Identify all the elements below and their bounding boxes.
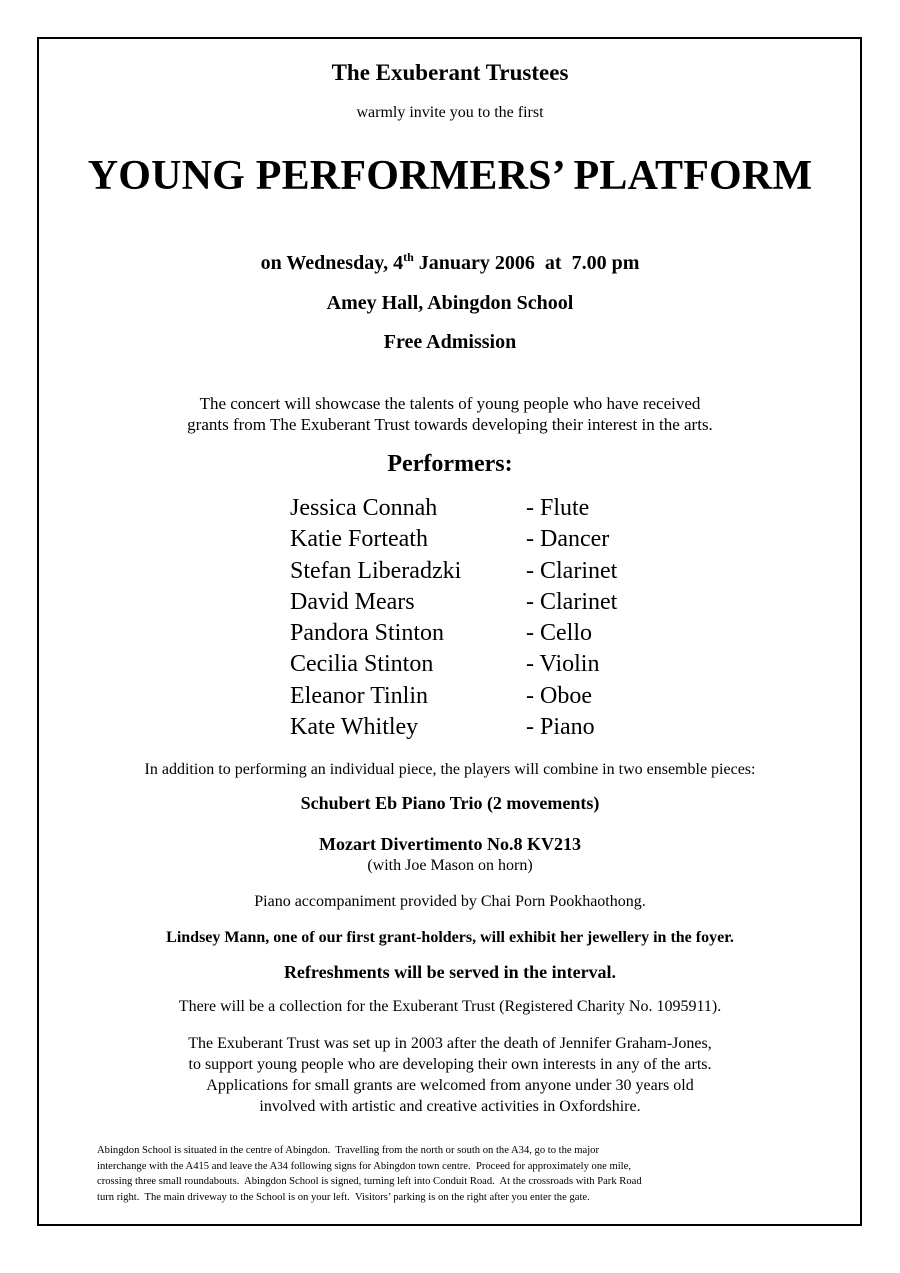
- performer-name: Kate Whitley: [290, 714, 419, 741]
- performer-instrument: - Dancer: [526, 526, 610, 553]
- trust-info-line: Applications for small grants are welcomed from anyone under 30 years old: [206, 1077, 694, 1094]
- refreshments-note: Refreshments will be served in the interval.: [283, 962, 617, 982]
- trust-info-line: The Exuberant Trust was set up in 2003 after the death of Jennifer Graham-Jones,: [188, 1035, 712, 1052]
- directions-line: turn right. The main driveway to the School is on your left. Visitors’ parking is on the right after you enter the gate.: [97, 1191, 590, 1203]
- intro-line-1: The concert will showcase the talents of young people who have received: [199, 394, 701, 413]
- directions-line: Abingdon School is situated in the centre of Abingdon. Travelling from the north or south on the A34, go to the major: [97, 1145, 599, 1156]
- performer-instrument: - Clarinet: [526, 557, 618, 584]
- performer-instrument: - Piano: [526, 714, 595, 741]
- performer-instrument: - Violin: [526, 651, 600, 678]
- directions: [97, 1143, 817, 1205]
- event-admission: Free Admission: [383, 331, 517, 353]
- performer-row: [290, 587, 710, 618]
- performer-row: [290, 712, 710, 743]
- trust-info-line: to support young people who are developing their own interests in any of the arts.: [188, 1056, 712, 1073]
- performer-row: [290, 618, 710, 649]
- performer-name: Jessica Connah: [290, 495, 438, 521]
- performer-row: [290, 649, 710, 680]
- performer-instrument: - Flute: [526, 495, 590, 521]
- collection-note: There will be a collection for the Exuberant Trust (Registered Charity No. 1095911).: [178, 998, 722, 1015]
- ensemble-piece-2-note: (with Joe Mason on horn): [367, 857, 533, 874]
- performer-name: Stefan Liberadzki: [290, 557, 462, 584]
- intro-line-2: grants from The Exuberant Trust towards developing their interest in the arts.: [187, 415, 713, 434]
- performers-list: [290, 493, 710, 743]
- event-venue: Amey Hall, Abingdon School: [326, 292, 574, 314]
- host-line: The Exuberant Trustees: [331, 60, 569, 85]
- directions-line: crossing three small roundabouts. Abingdon School is signed, turning left into Conduit Road. At the crossroads with Park Road: [97, 1176, 642, 1187]
- performer-row: [290, 681, 710, 712]
- performers-heading: Performers:: [387, 451, 513, 477]
- accompaniment-note: Piano accompaniment provided by Chai Porn Pookhaothong.: [254, 893, 646, 910]
- jewellery-note: Lindsey Mann, one of our first grant-holders, will exhibit her jewellery in the foyer.: [166, 929, 734, 946]
- trust-info: [0, 1033, 900, 1117]
- invite-line: warmly invite you to the first: [356, 104, 544, 121]
- performer-row: [290, 556, 710, 587]
- event-title: YOUNG PERFORMERS’ PLATFORM: [87, 153, 813, 199]
- performer-instrument: - Oboe: [526, 682, 592, 709]
- performer-name: Cecilia Stinton: [290, 651, 434, 678]
- ensemble-piece-2: Mozart Divertimento No.8 KV213: [319, 834, 581, 854]
- directions-line: interchange with the A415 and leave the A34 following signs for Abingdon town centre. Proceed for approximately one mile,: [97, 1160, 631, 1172]
- date-suffix: January 2006 at 7.00 pm: [413, 252, 640, 274]
- performer-name: Eleanor Tinlin: [290, 682, 429, 709]
- performer-name: Katie Forteath: [290, 526, 428, 553]
- ensemble-piece-1: Schubert Eb Piano Trio (2 movements): [300, 793, 600, 813]
- performer-instrument: - Clarinet: [526, 588, 618, 615]
- performer-name: Pandora Stinton: [290, 620, 444, 647]
- trust-info-line: involved with artistic and creative activities in Oxfordshire.: [259, 1098, 641, 1115]
- performer-row: [290, 524, 710, 555]
- date-ordinal: th: [403, 250, 414, 264]
- performer-instrument: - Cello: [526, 620, 592, 647]
- ensemble-intro: In addition to performing an individual piece, the players will combine in two ensemble pieces:: [144, 761, 756, 778]
- date-prefix: on Wednesday, 4: [260, 252, 404, 274]
- performer-row: [290, 493, 710, 524]
- performer-name: David Mears: [290, 588, 415, 615]
- event-date: [0, 252, 900, 275]
